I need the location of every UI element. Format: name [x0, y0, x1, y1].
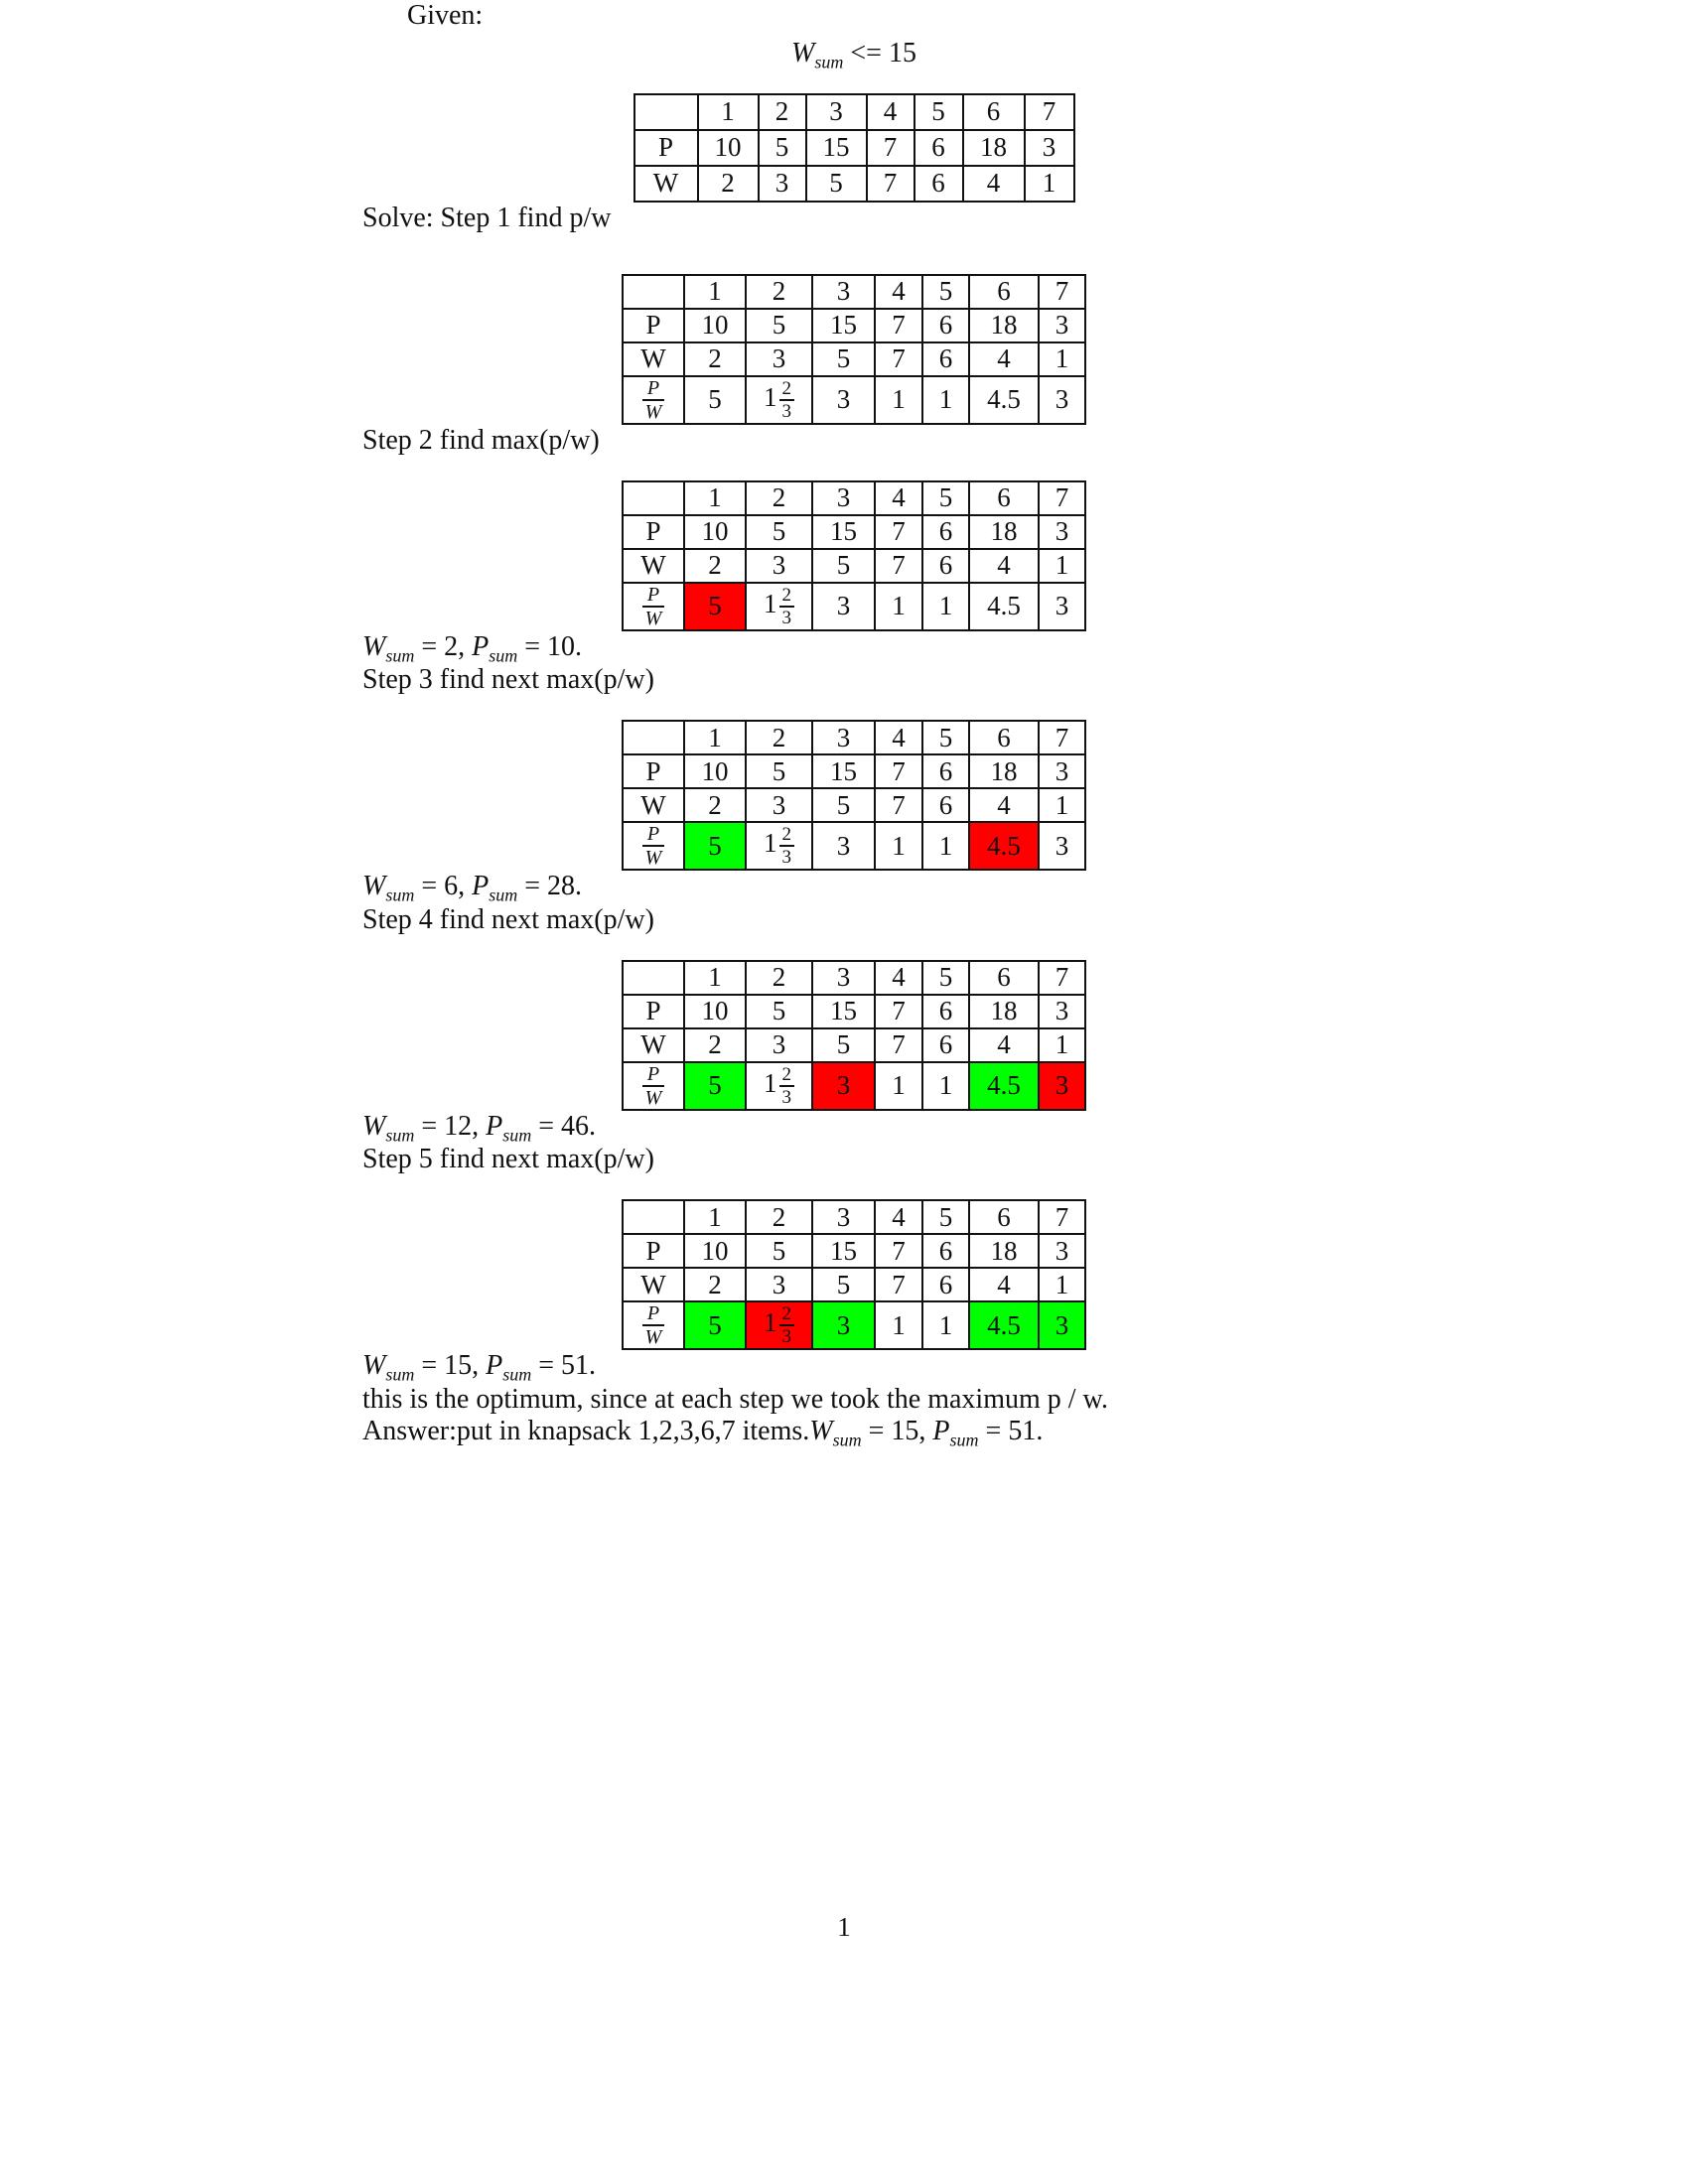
row-label-cell: W [634, 166, 698, 202]
pw-cell-highlight-green: 3 [812, 1301, 875, 1349]
profit-cell: 7 [875, 995, 922, 1028]
profit-cell: 7 [875, 1234, 922, 1268]
header-cell: 5 [922, 961, 969, 995]
header-cell: 4 [875, 481, 922, 515]
step-heading-3: Step 3 find next max(p/w) [362, 664, 654, 696]
table-row [623, 515, 1085, 549]
table-row [623, 1234, 1085, 1268]
profit-cell: 6 [922, 754, 969, 788]
table-row [623, 721, 1085, 754]
table-row [623, 1200, 1085, 1234]
profit-cell: 10 [684, 995, 746, 1028]
pw-cell-highlight-red: 5 [684, 583, 746, 630]
answer-line [362, 1416, 1345, 1449]
weight-cell: 6 [914, 166, 963, 202]
pw-cell: 1 $\frac{2}{3}$ [746, 376, 812, 424]
profit-cell: 7 [867, 130, 914, 166]
optimum-line: this is the optimum, since at each step we took the maximum p / w. [362, 1383, 1108, 1415]
weight-cell: 6 [922, 549, 969, 583]
pw-cell: 1 [875, 1301, 922, 1349]
weight-cell: 2 [684, 1268, 746, 1301]
math-variable: $W_{sum}$ [791, 38, 844, 72]
pw-cell: 1 [875, 583, 922, 630]
page-content [362, 0, 1345, 1449]
sum-line-step4: $W_{sum} = 12$, $P_{sum} = 46$. [362, 1110, 597, 1146]
header-cell: 5 [922, 481, 969, 515]
header-cell: 7 [1039, 721, 1085, 754]
weight-cell: 1 [1039, 1268, 1085, 1301]
pw-cell-highlight-green: 3 [1039, 1301, 1085, 1349]
header-cell: 7 [1039, 1200, 1085, 1234]
knapsack-table [622, 480, 1086, 631]
header-cell: 6 [969, 481, 1039, 515]
header-cell: 3 [812, 1200, 875, 1234]
header-cell: 2 [746, 275, 812, 309]
weight-cell: 5 [812, 342, 875, 376]
header-cell: 3 [812, 275, 875, 309]
row-label-cell [623, 1200, 684, 1234]
row-label-cell: P [634, 130, 698, 166]
weight-cell: 3 [746, 549, 812, 583]
profit-cell: 15 [812, 515, 875, 549]
given-label: Given: [407, 0, 484, 31]
profit-cell: 10 [684, 754, 746, 788]
weight-cell: 7 [875, 1028, 922, 1062]
constraint-formula: $W_{sum} <= 15$ [791, 38, 916, 72]
profit-cell: 6 [914, 130, 963, 166]
math-variable: $W_{sum}$ [362, 871, 415, 905]
pw-cell-highlight-red: 4.5 [969, 822, 1039, 870]
pw-cell: 1 [875, 376, 922, 424]
header-cell: 4 [875, 961, 922, 995]
header-cell: 4 [867, 94, 914, 130]
weight-cell: 5 [812, 1268, 875, 1301]
weight-cell: 3 [746, 1028, 812, 1062]
pw-cell: 4.5 [969, 583, 1039, 630]
table-row [623, 309, 1085, 342]
header-cell: 5 [922, 1200, 969, 1234]
row-label-cell [623, 275, 684, 309]
pw-cell: 1 [922, 583, 969, 630]
table-row [623, 376, 1085, 424]
profit-cell: 5 [746, 754, 812, 788]
profit-cell: 18 [969, 995, 1039, 1028]
fraction: $\frac{P}{W}$ [642, 1302, 665, 1348]
pw-cell-highlight-green: 5 [684, 822, 746, 870]
header-cell: 3 [812, 721, 875, 754]
table-row [634, 130, 1074, 166]
table-row [623, 995, 1085, 1028]
header-cell: 7 [1025, 94, 1074, 130]
weight-cell: 5 [812, 549, 875, 583]
header-cell: 2 [746, 1200, 812, 1234]
header-cell: 4 [875, 721, 922, 754]
profit-cell: 10 [684, 1234, 746, 1268]
weight-cell: 1 [1039, 788, 1085, 822]
row-label-cell [623, 1062, 684, 1110]
profit-cell: 6 [922, 515, 969, 549]
profit-cell: 7 [875, 309, 922, 342]
pw-cell-highlight-green: 5 [684, 1301, 746, 1349]
fraction: $\frac{P}{W}$ [642, 584, 665, 629]
profit-cell: 10 [684, 515, 746, 549]
pw-cell-highlight-green: 4.5 [969, 1062, 1039, 1110]
profit-cell: 15 [812, 309, 875, 342]
table-row [623, 961, 1085, 995]
profit-cell: 15 [812, 995, 875, 1028]
row-label-cell [623, 1301, 684, 1349]
given-table-wrap [362, 93, 1345, 203]
weight-cell: 5 [812, 788, 875, 822]
knapsack-table [622, 274, 1086, 425]
profit-cell: 5 [746, 1234, 812, 1268]
fraction: $\frac{P}{W}$ [642, 823, 665, 869]
header-cell: 3 [812, 961, 875, 995]
pw-cell: 3 [1039, 376, 1085, 424]
header-cell: 2 [746, 721, 812, 754]
step5-table-wrap [362, 1199, 1345, 1350]
profit-cell: 3 [1039, 754, 1085, 788]
weight-cell: 2 [684, 788, 746, 822]
profit-cell: 18 [969, 309, 1039, 342]
row-label-cell: W [623, 549, 684, 583]
math-variable: $P_{sum}$ [486, 1350, 532, 1385]
profit-cell: 15 [812, 1234, 875, 1268]
header-cell: 7 [1039, 961, 1085, 995]
row-label-cell: P [623, 309, 684, 342]
weight-cell: 7 [867, 166, 914, 202]
pw-cell: 1 [875, 822, 922, 870]
pw-cell: 3 [1039, 583, 1085, 630]
table-row [623, 481, 1085, 515]
sum-line-step2: $W_{sum} = 2$, $P_{sum} = 10$. [362, 630, 583, 666]
weight-cell: 2 [698, 166, 759, 202]
row-label-cell [623, 822, 684, 870]
knapsack-table [633, 93, 1075, 203]
weight-cell: 6 [922, 1028, 969, 1062]
row-label-cell: P [623, 754, 684, 788]
weight-cell: 6 [922, 342, 969, 376]
table-row [623, 549, 1085, 583]
math-variable: $P_{sum}$ [932, 1415, 979, 1450]
pw-cell: 1 [875, 1062, 922, 1110]
weight-cell: 1 [1025, 166, 1074, 202]
header-cell: 7 [1039, 275, 1085, 309]
header-cell: 5 [914, 94, 963, 130]
header-cell: 6 [969, 721, 1039, 754]
weight-cell: 3 [759, 166, 806, 202]
header-cell: 1 [684, 1200, 746, 1234]
table-row [634, 166, 1074, 202]
math-variable: $W_{sum}$ [362, 1110, 415, 1146]
profit-cell: 6 [922, 995, 969, 1028]
weight-cell: 3 [746, 342, 812, 376]
profit-cell: 3 [1039, 515, 1085, 549]
fraction: $\frac{2}{3}$ [779, 378, 795, 422]
profit-cell: 18 [969, 1234, 1039, 1268]
math-variable: $P_{sum}$ [472, 871, 518, 905]
weight-cell: 1 [1039, 549, 1085, 583]
weight-cell: 4 [969, 342, 1039, 376]
math-variable: $W_{sum}$ [809, 1415, 862, 1450]
weight-cell: 5 [806, 166, 867, 202]
pw-cell: 1 $\frac{2}{3}$ [746, 1062, 812, 1110]
pw-cell: 3 [812, 822, 875, 870]
answer-sums: $W_{sum} = 15$, $P_{sum} = 51$. [809, 1415, 1044, 1450]
weight-cell: 2 [684, 342, 746, 376]
profit-cell: 10 [684, 309, 746, 342]
pw-cell: 3 [1039, 822, 1085, 870]
fraction: $\frac{P}{W}$ [642, 377, 665, 423]
row-label-cell [634, 94, 698, 130]
header-cell: 1 [698, 94, 759, 130]
weight-cell: 2 [684, 549, 746, 583]
weight-cell: 7 [875, 342, 922, 376]
pw-cell: 3 [812, 376, 875, 424]
profit-cell: 7 [875, 754, 922, 788]
weight-cell: 4 [969, 1028, 1039, 1062]
pw-cell-highlight-red: 3 [1039, 1062, 1085, 1110]
page-number: 1 [837, 1912, 851, 1942]
math-variable: $P_{sum}$ [472, 630, 518, 666]
row-label-cell: W [623, 1268, 684, 1301]
profit-cell: 6 [922, 309, 969, 342]
table-row [623, 1028, 1085, 1062]
header-cell: 4 [875, 1200, 922, 1234]
pw-cell-highlight-green: 4.5 [969, 1301, 1039, 1349]
fraction: $\frac{2}{3}$ [779, 1303, 795, 1347]
math-variable: $P_{sum}$ [486, 1110, 532, 1146]
pw-cell-highlight-green: 5 [684, 1062, 746, 1110]
weight-cell: 7 [875, 788, 922, 822]
table-row [623, 342, 1085, 376]
pw-cell-highlight-red: 3 [812, 1062, 875, 1110]
profit-cell: 3 [1039, 1234, 1085, 1268]
weight-cell: 6 [922, 1268, 969, 1301]
pw-cell-highlight-red: 1 $\frac{2}{3}$ [746, 1301, 812, 1349]
profit-cell: 5 [746, 995, 812, 1028]
weight-cell: 1 [1039, 342, 1085, 376]
header-cell: 4 [875, 275, 922, 309]
row-label-cell: W [623, 788, 684, 822]
weight-cell: 7 [875, 549, 922, 583]
row-label-cell [623, 376, 684, 424]
header-cell: 1 [684, 721, 746, 754]
table-row [623, 822, 1085, 870]
step2-table-wrap [362, 480, 1345, 631]
header-cell: 3 [806, 94, 867, 130]
profit-cell: 5 [746, 309, 812, 342]
weight-cell: 3 [746, 1268, 812, 1301]
row-label-cell: W [623, 342, 684, 376]
weight-cell: 1 [1039, 1028, 1085, 1062]
pw-cell: 4.5 [969, 376, 1039, 424]
row-label-cell: W [623, 1028, 684, 1062]
answer-prefix: Answer:put in knapsack 1,2,3,6,7 items. [362, 1415, 810, 1446]
pw-cell: 1 [922, 1062, 969, 1110]
header-cell: 6 [969, 1200, 1039, 1234]
table-row [634, 94, 1074, 130]
weight-cell: 4 [969, 1268, 1039, 1301]
profit-cell: 3 [1025, 130, 1074, 166]
sum-line-step5: $W_{sum} = 15$, $P_{sum} = 51$. [362, 1350, 597, 1385]
step3-table-wrap [362, 720, 1345, 871]
profit-cell: 3 [1039, 309, 1085, 342]
profit-cell: 15 [806, 130, 867, 166]
pw-cell: 1 [922, 1301, 969, 1349]
step-heading-4: Step 4 find next max(p/w) [362, 903, 654, 935]
row-label-cell: P [623, 995, 684, 1028]
pw-cell: 1 $\frac{2}{3}$ [746, 822, 812, 870]
table-row [623, 754, 1085, 788]
profit-cell: 3 [1039, 995, 1085, 1028]
profit-cell: 5 [746, 515, 812, 549]
profit-cell: 5 [759, 130, 806, 166]
step4-table-wrap [362, 960, 1345, 1111]
header-cell: 3 [812, 481, 875, 515]
header-cell: 5 [922, 721, 969, 754]
row-label-cell: P [623, 515, 684, 549]
math-variable: $W_{sum}$ [362, 1350, 415, 1385]
pw-cell: 1 $\frac{2}{3}$ [746, 583, 812, 630]
knapsack-table [622, 960, 1086, 1111]
row-label-cell [623, 583, 684, 630]
header-cell: 2 [759, 94, 806, 130]
pw-cell: 1 [922, 822, 969, 870]
math-variable: $W_{sum}$ [362, 630, 415, 666]
header-cell: 1 [684, 275, 746, 309]
header-cell: 6 [969, 275, 1039, 309]
fraction: $\frac{2}{3}$ [779, 585, 795, 628]
row-label-cell [623, 961, 684, 995]
header-cell: 6 [963, 94, 1025, 130]
profit-cell: 7 [875, 515, 922, 549]
knapsack-table [622, 1199, 1086, 1350]
step-heading-5: Step 5 find next max(p/w) [362, 1144, 654, 1175]
profit-cell: 10 [698, 130, 759, 166]
profit-cell: 18 [969, 515, 1039, 549]
fraction: $\frac{2}{3}$ [779, 824, 795, 868]
header-cell: 1 [684, 961, 746, 995]
weight-cell: 3 [746, 788, 812, 822]
header-cell: 2 [746, 961, 812, 995]
pw-cell: 5 [684, 376, 746, 424]
weight-cell: 5 [812, 1028, 875, 1062]
weight-cell: 4 [969, 549, 1039, 583]
pw-cell: 1 [922, 376, 969, 424]
header-cell: 6 [969, 961, 1039, 995]
header-cell: 7 [1039, 481, 1085, 515]
row-label-cell: P [623, 1234, 684, 1268]
table-row [623, 275, 1085, 309]
row-label-cell [623, 481, 684, 515]
step-heading-solve: Solve: Step 1 find p/w [362, 202, 612, 233]
header-cell: 5 [922, 275, 969, 309]
header-cell: 2 [746, 481, 812, 515]
weight-cell: 4 [969, 788, 1039, 822]
table-row [623, 1301, 1085, 1349]
table-row [623, 788, 1085, 822]
step1-table-wrap [362, 274, 1345, 425]
table-row [623, 1268, 1085, 1301]
profit-cell: 6 [922, 1234, 969, 1268]
pw-cell: 3 [812, 583, 875, 630]
fraction: $\frac{P}{W}$ [642, 1063, 665, 1109]
sum-line-step3: $W_{sum} = 6$, $P_{sum} = 28$. [362, 871, 583, 905]
weight-cell: 2 [684, 1028, 746, 1062]
fraction: $\frac{2}{3}$ [779, 1064, 795, 1108]
row-label-cell [623, 721, 684, 754]
profit-cell: 18 [969, 754, 1039, 788]
header-cell: 1 [684, 481, 746, 515]
weight-cell: 6 [922, 788, 969, 822]
step-heading-2: Step 2 find max(p/w) [362, 424, 600, 456]
knapsack-table [622, 720, 1086, 871]
weight-cell: 4 [963, 166, 1025, 202]
profit-cell: 15 [812, 754, 875, 788]
profit-cell: 18 [963, 130, 1025, 166]
table-row [623, 1062, 1085, 1110]
weight-cell: 7 [875, 1268, 922, 1301]
table-row [623, 583, 1085, 630]
